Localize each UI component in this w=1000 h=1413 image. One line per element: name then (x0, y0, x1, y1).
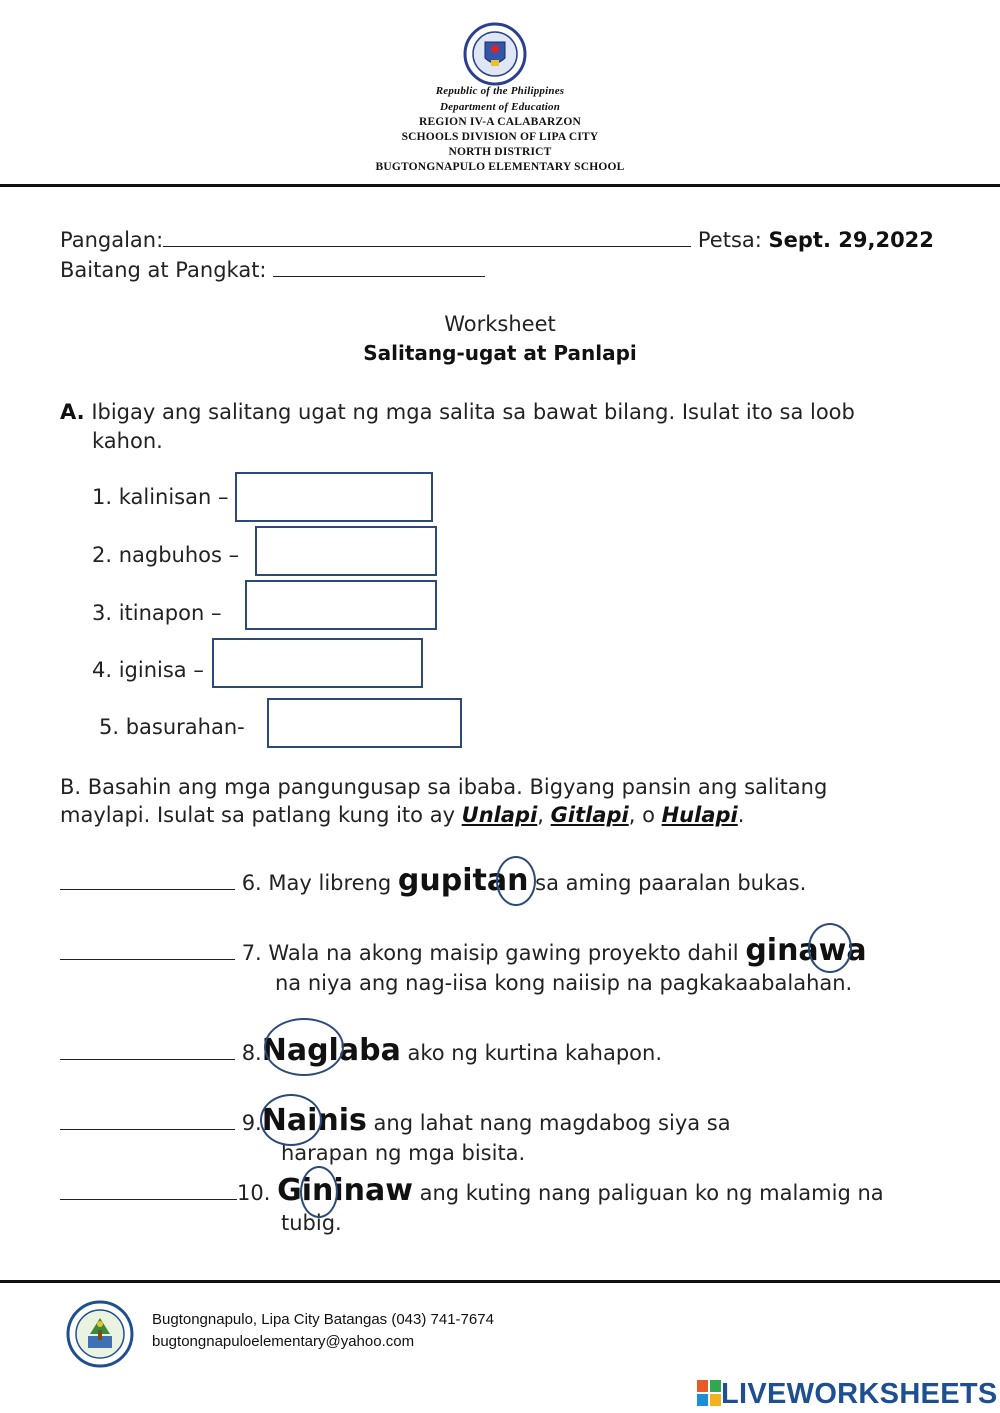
item-1-label: 1. kalinisan – (92, 485, 229, 509)
sentence-10-text: 10. (237, 1181, 278, 1205)
sentence-10-rest: ang kuting nang paliguan ko ng malamig na (412, 1181, 884, 1205)
item-1-answer-box[interactable] (235, 472, 433, 522)
header-school: BUGTONGNAPULO ELEMENTARY SCHOOL (375, 161, 625, 173)
sentence-8-rest: ako ng kurtina kahapon. (400, 1041, 662, 1065)
sentence-10-word: Gininaw (277, 1173, 413, 1208)
item-5-label: 5. basurahan- (99, 715, 245, 739)
sentence-7-text: 7. Wala na akong maisip gawing proyekto dahil (241, 941, 746, 965)
school-seal-icon (66, 1300, 134, 1368)
answer-blank-7[interactable] (60, 941, 235, 960)
footer-email[interactable]: bugtongnapuloelementary@yahoo.com (152, 1333, 415, 1350)
liveworksheets-text: LIVEWORKSHEETS (721, 1378, 998, 1410)
section-a-line2: kahon. (92, 429, 163, 453)
section-b-line2 (60, 801, 744, 830)
answer-blank-9[interactable] (60, 1111, 235, 1130)
sentence-9-line2: harapan ng mga bisita. (281, 1141, 526, 1165)
item-3-label: 3. itinapon – (92, 601, 222, 625)
period: . (737, 803, 745, 827)
footer-address: Bugtongnapulo, Lipa City Batangas (043) 741-7674 (152, 1311, 494, 1328)
item-2-answer-box[interactable] (255, 526, 437, 576)
answer-blank-8[interactable] (60, 1041, 235, 1060)
header-republic: Republic of the Philippines (435, 85, 565, 97)
grade-blank[interactable] (273, 258, 485, 277)
sentence-7-word: ginawa (745, 933, 867, 968)
date-value: Sept. 29,2022 (768, 228, 934, 252)
grade-label: Baitang at Pangkat: (60, 258, 267, 282)
sentence-8-text: 8. (241, 1041, 262, 1065)
name-row (60, 227, 934, 253)
section-a-instruction (60, 398, 940, 427)
keyword-gitlapi: Gitlapi (550, 803, 629, 827)
keyword-hulapi: Hulapi (661, 803, 738, 827)
sentence-9 (60, 1103, 731, 1138)
section-b-line1: B. Basahin ang mga pangungusap sa ibaba. Bigyang pansin ang salitang (60, 775, 828, 799)
affix-circle-10 (300, 1166, 338, 1218)
item-4-label: 4. iginisa – (92, 658, 204, 682)
sentence-6-word: gupitan (397, 863, 529, 898)
sep-2: , o (628, 803, 662, 827)
header-division: SCHOOLS DIVISION OF LIPA CITY (401, 131, 599, 143)
name-label: Pangalan: (60, 228, 164, 252)
sentence-9-text: 9. (241, 1111, 262, 1135)
worksheet-subtitle: Salitang-ugat at Panlapi (363, 341, 637, 365)
sentence-10 (60, 1173, 884, 1208)
affix-circle-9 (260, 1094, 322, 1146)
sentence-8 (60, 1033, 662, 1068)
sentence-9-word: Nainis (261, 1103, 367, 1138)
date-label: Petsa: (697, 228, 762, 252)
sentence-7-line2: na niya ang nag-iisa kong naiisip na pagkakaabalahan. (275, 971, 853, 995)
liveworksheets-badge-icon (697, 1380, 721, 1406)
affix-circle-6 (496, 856, 536, 906)
answer-blank-10[interactable] (60, 1181, 237, 1200)
worksheet-title: Worksheet (444, 312, 556, 336)
sep-1: , (537, 803, 551, 827)
item-2-label: 2. nagbuhos – (92, 543, 240, 567)
header-divider (0, 184, 1000, 187)
sentence-8-word: Naglaba (261, 1033, 401, 1068)
sentence-9-rest: ang lahat nang magdabog siya sa (366, 1111, 731, 1135)
section-a-line1: Ibigay ang salitang ugat ng mga salita sa bawat bilang. Isulat ito sa loob (91, 400, 855, 424)
header-region: REGION IV-A CALABARZON (418, 116, 581, 128)
name-blank[interactable] (163, 228, 691, 247)
affix-circle-8 (264, 1018, 344, 1076)
answer-blank-6[interactable] (60, 871, 235, 890)
sentence-6 (60, 863, 807, 898)
sentence-10-line2: tubig. (281, 1211, 342, 1235)
section-b-line2-text: maylapi. Isulat sa patlang kung ito ay (60, 803, 462, 827)
section-a-letter: A. (60, 400, 85, 424)
footer-divider (0, 1280, 1000, 1283)
affix-circle-7 (808, 923, 852, 973)
item-3-answer-box[interactable] (245, 580, 437, 630)
sentence-6-rest: sa aming paaralan bukas. (528, 871, 807, 895)
header-district: NORTH DISTRICT (448, 146, 552, 158)
item-5-answer-box[interactable] (267, 698, 462, 748)
deped-seal-icon (463, 22, 527, 86)
keyword-unlapi: Unlapi (461, 803, 538, 827)
sentence-6-text: 6. May libreng (241, 871, 398, 895)
item-4-answer-box[interactable] (212, 638, 423, 688)
sentence-7 (60, 933, 867, 968)
header-department: Department of Education (439, 101, 561, 113)
liveworksheets-logo[interactable] (697, 1378, 998, 1408)
grade-row (60, 257, 485, 283)
